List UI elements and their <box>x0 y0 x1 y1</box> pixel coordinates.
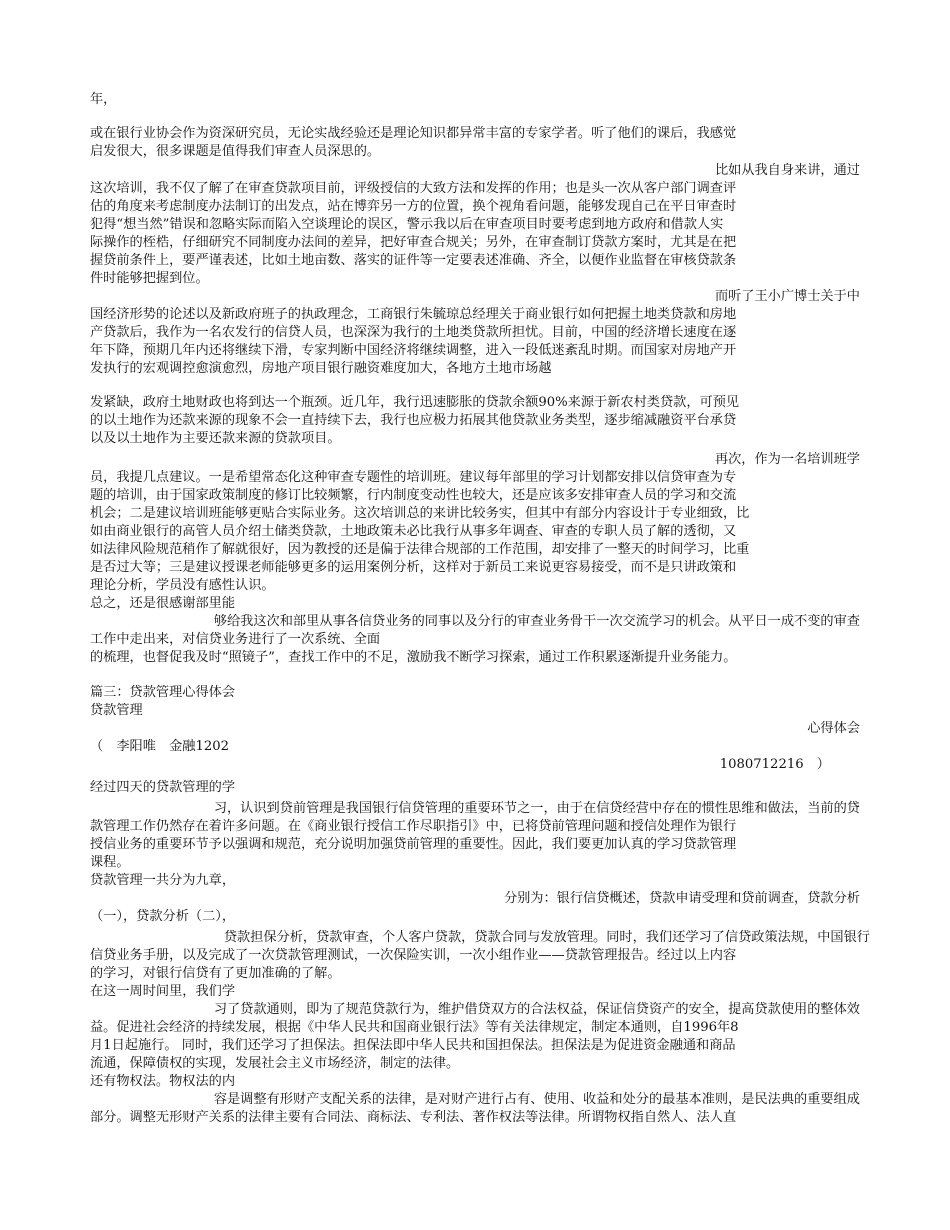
text-line: 机会；二是建议培训班能够更贴合实际业务。这次培训总的来讲比较务实，但其中有部分内容设计于专业细致，比 <box>90 506 750 521</box>
text-line-indent: 而听了王小广博士关于中 <box>714 289 860 304</box>
text-line: 犯得“想当然”错误和忽略实际而陷入空谈理论的误区，警示我以后在审查项目时要考虑到地方政府和借款人实 <box>90 217 724 232</box>
text-line-indent: 够给我这次和部里从事各信贷业务的同事以及分行的审查业务骨干一次交流学习的机会。从平日一成不变的审查 <box>213 614 860 629</box>
section-heading: 贷款管理 <box>90 703 143 718</box>
text-line: 发执行的宏观调控愈演愈烈，房地产项目银行融资难度加大，各地方土地市场越 <box>90 361 552 376</box>
text-line-indent: 习，认识到贷前管理是我国银行信贷管理的重要环节之一，由于在信贷经营中存在的惯性思维和做法，当前的贷 <box>213 801 860 816</box>
doc-title-part: （ 李阳唯 金融1202 <box>90 739 230 754</box>
text-line-indent: 容是调整有形财产支配关系的法律，是对财产进行占有、使用、收益和处分的最基本准则，是民法典的重要组成 <box>213 1092 860 1107</box>
text-line: 工作中走出来，对信贷业务进行了一次系统、全面 <box>90 632 381 647</box>
author-id-line: 经过四天的贷款管理的学 <box>90 780 236 795</box>
text-line: 题的培训，由于国家政策制度的修订比较频繁，行内制度变动性也较大，还是应该多安排审查人员的学习和交流 <box>90 488 737 503</box>
text-line-indent: 分别为：银行信贷概述，贷款申请受理和贷前调查，贷款分析 <box>503 891 860 906</box>
text-line: 的以土地作为还款来源的现象不会一直持续下去，我行也应极力拓展其他贷款业务类型，逐步缩减融资平台承贷 <box>90 413 737 428</box>
text-line: 款管理工作仍然存在着许多问题。在《商业银行授信工作尽职指引》中，已将贷前管理问题和授信处理作为银行 <box>90 819 737 834</box>
text-line: 还有物权法。物权法的内 <box>90 1074 236 1089</box>
text-line: 年， <box>90 92 117 107</box>
author-line: 1080712216 ） <box>719 757 830 772</box>
text-line: 如法律风险规范稍作了解就很好，因为教授的还是偏于法律合规部的工作范围，却安排了一整天的时间学习，比重 <box>90 542 750 557</box>
text-line: 课程。 <box>90 855 130 870</box>
text-line: 是否过大等；三是建议授课老师能够更多的运用案例分析，这样对于新员工来说更容易接受，而不是只讲政策和 <box>90 560 737 575</box>
text-line: 信贷业务手册，以及完成了一次贷款管理测试，一次保险实训，一次小组作业——贷款管理报告。经过以上内容 <box>90 948 737 963</box>
text-line: 以及以土地作为主要还款来源的贷款项目。 <box>90 431 341 446</box>
text-line: 的梳理，也督促我及时“照镜子”，查找工作中的不足，激励我不断学习探索，通过工作积累逐渐提升业务能力。 <box>90 650 737 665</box>
text-line: 益。促进社会经济的持续发展，根据《中华人民共和国商业银行法》等有关法律规定，制定本通则，自1996年8 <box>90 1020 739 1035</box>
text-line: 的学习，对银行信贷有了更加准确的了解。 <box>90 966 341 981</box>
text-line: 或在银行业协会作为资深研究员，无论实战经验还是理论知识都异常丰富的专家学者。听了他们的课后，我感觉 <box>90 126 737 141</box>
text-line: 总之，还是很感谢部里能 <box>90 596 236 611</box>
text-line: 部分。调整无形财产关系的法律主要有合同法、商标法、专利法、著作权法等法律。所谓物权指自然人、法人直 <box>90 1110 737 1125</box>
text-line: 这次培训，我不仅了解了在审查贷款项目前，评级授信的大致方法和发挥的作用；也是头一次从客户部门调查评 <box>90 181 737 196</box>
text-line-indent: 再次，作为一名培训班学 <box>714 452 860 467</box>
doc-title-part: 心得体会 <box>807 721 860 736</box>
text-line: 理论分析，学员没有感性认识。 <box>90 578 275 593</box>
text-line: 件时能够把握到位。 <box>90 271 209 286</box>
text-line: 员，我提几点建议。一是希望常态化这种审查专题性的培训班。建议每年部里的学习计划都安排以信贷审查为专 <box>90 470 737 485</box>
text-line-indent: 比如从我自身来讲，通过 <box>714 163 860 178</box>
text-line: 国经济形势的论述以及新政府班子的执政理念，工商银行朱毓琼总经理关于商业银行如何把握土地类贷款和房地 <box>90 307 737 322</box>
text-line: 贷款管理一共分为九章， <box>90 873 236 888</box>
text-line: 年下降，预期几年内还将继续下滑，专家判断中国经济将继续调整，进入一段低迷紊乱时期。而国家对房地产开 <box>90 343 737 358</box>
text-line: 估的角度来考虑制度办法制订的出发点，站在博弈另一方的位置，换个视角看问题，能够发现自己在平日审查时 <box>90 199 737 214</box>
text-line-indent: 习了贷款通则，即为了规范贷款行为，维护借贷双方的合法权益，保证信贷资产的安全，提高贷款使用的整体效 <box>213 1002 860 1017</box>
text-line: 启发很大，很多课题是值得我们审查人员深思的。 <box>90 144 381 159</box>
text-line: 流通，保障债权的实现，发展社会主义市场经济，制定的法律。 <box>90 1056 460 1071</box>
text-line: 月1日起施行。 同时，我们还学习了担保法。担保法即中华人民共和国担保法。担保法是为促进资金融通和商品 <box>90 1038 736 1053</box>
text-line: 授信业务的重要环节予以强调和规范，充分说明加强贷前管理的重要性。因此，我们要更加认真的学习贷款管理 <box>90 837 737 852</box>
text-line: （一），贷款分析（二）， <box>90 909 236 924</box>
text-line: 如由商业银行的高管人员介绍土储类贷款，土地政策未必比我行从事多年调查、审查的专职人员了解的透彻，又 <box>90 524 737 539</box>
text-line: 产贷款后，我作为一名农发行的信贷人员，也深深为我行的土地类贷款所担忧。目前，中国的经济增长速度在逐 <box>90 325 737 340</box>
text-line: 篇三：贷款管理心得体会 <box>90 685 236 700</box>
text-line-indent: 贷款担保分析，贷款审查，个人客户贷款，贷款合同与发放管理。同时，我们还学习了信贷政策法规，中国银行 <box>223 930 870 945</box>
text-line: 握贷前条件上，要严谨表述，比如土地亩数、落实的证件等一定要表述准确、齐全，以便作业监督在审核贷款条 <box>90 253 737 268</box>
text-line: 际操作的桎梏，仔细研究不同制度办法间的差异，把好审查合规关；另外，在审查制订贷款方案时，尤其是在把 <box>90 235 737 250</box>
text-line: 发紧缺，政府土地财政也将到达一个瓶颈。近几年，我行迅速膨胀的贷款余额90%来源于新农村类贷款，可预见 <box>90 395 740 410</box>
text-line: 在这一周时间里，我们学 <box>90 984 236 999</box>
